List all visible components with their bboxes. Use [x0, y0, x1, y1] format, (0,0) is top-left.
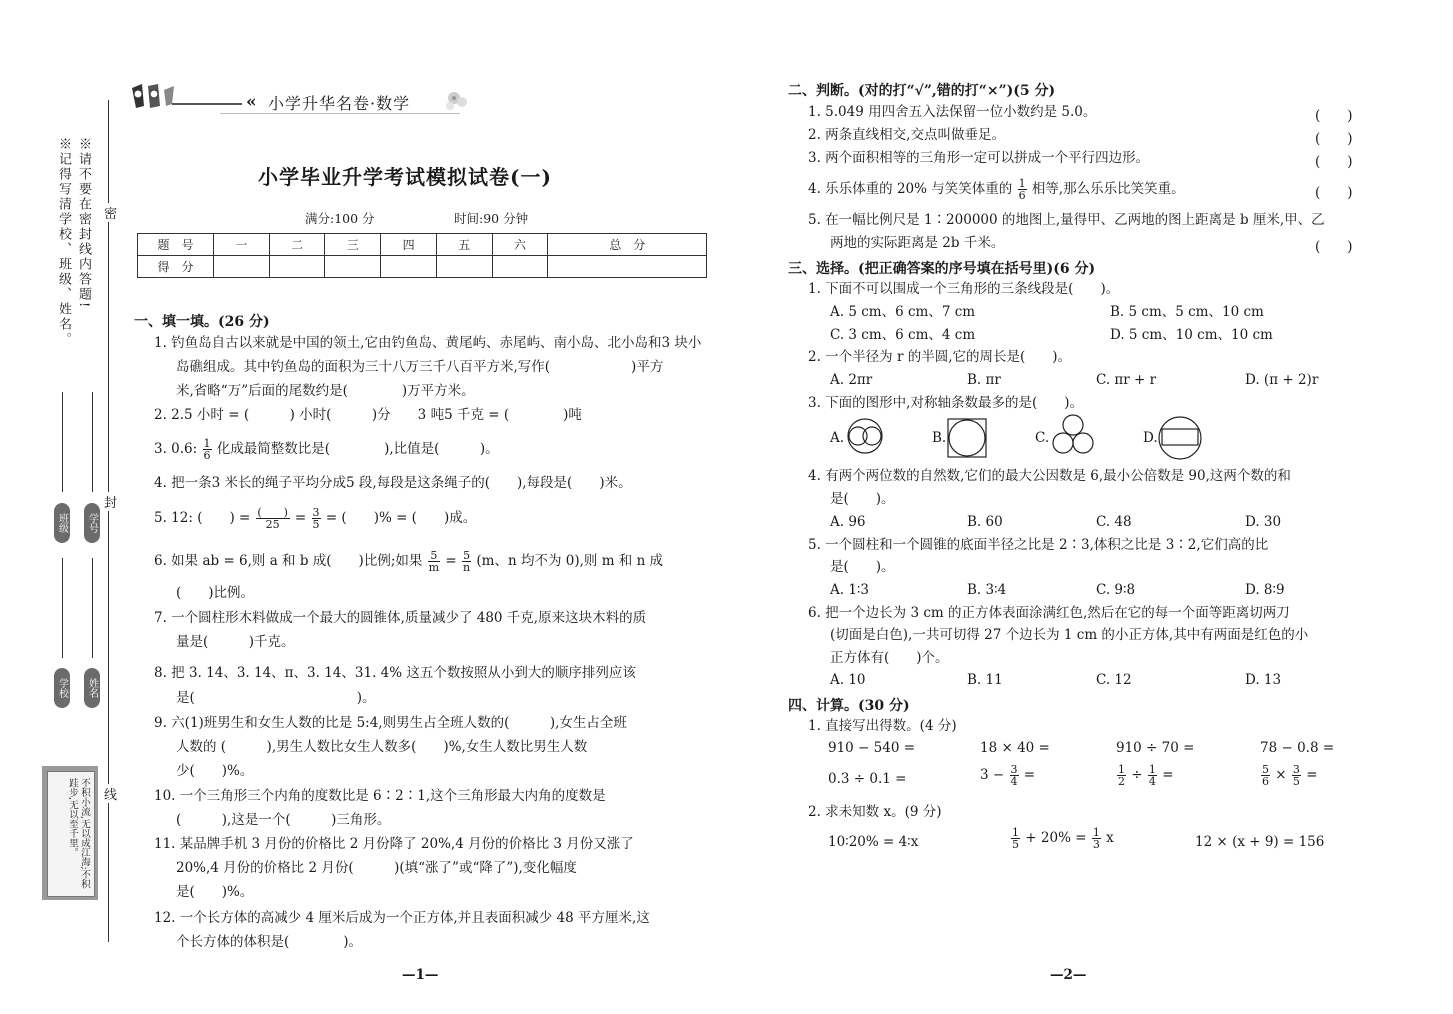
q11-line: 11. 某品牌手机 3 月份的价格比 2 月份降了 20%,4 月份的价格比 3 月份又涨了: [154, 836, 634, 852]
choice-q6-line3: 正方体有( )个。: [830, 650, 949, 666]
score-input[interactable]: [325, 256, 381, 278]
calc-item-frac-b: 3 − $\frac{3}{4}$ =: [980, 763, 1036, 788]
sidebar-note-2: ※记得写清学校、班级、姓名。: [56, 137, 71, 347]
choice-q4-opt-d[interactable]: D. 30: [1245, 514, 1282, 530]
choice-q5: 5. 一个圆柱和一个圆锥的底面半径之比是 2∶3,体积之比是 3∶2,它们高的比: [808, 537, 1269, 553]
q7-line: 量是( )千克。: [176, 634, 295, 650]
choice-q1-opt-d[interactable]: D. 5 cm、10 cm、10 cm: [1110, 327, 1273, 343]
page-number-2: —2—: [1050, 967, 1087, 983]
choice-q2-opt-d[interactable]: D. (π + 2)r: [1245, 372, 1319, 388]
seal-char-feng: 封: [104, 492, 117, 511]
score-header-cell: 二: [269, 234, 325, 256]
judge-item-5-line2: 两地的实际距离是 2b 千米。: [830, 235, 1005, 251]
q7-line: 7. 一个圆柱形木料做成一个最大的圆锥体,质量减少了 480 千克,原来这块木料的质: [154, 610, 647, 626]
choice-q6-opt-c[interactable]: C. 12: [1096, 672, 1132, 688]
judge-bracket-3[interactable]: ( ): [1315, 154, 1353, 170]
field-line-number: [92, 392, 93, 492]
two-circles-figure-icon: [843, 418, 887, 454]
q5-line: 5. 12: ( ) = $\frac{( )}{25}$ = $\frac{3}{5}$ = ( )% = ( )成。: [154, 506, 477, 531]
three-circles-figure-icon: [1050, 413, 1096, 457]
score-header-cell: 总 分: [548, 234, 707, 256]
full-score: 满分:100 分: [305, 211, 375, 226]
q3-text-a: 3. 0.6:: [154, 441, 198, 457]
calc-item-frac-d: $\frac{5}{6}$ × $\frac{3}{5}$ =: [1262, 763, 1318, 788]
judge-item-2: 2. 两条直线相交,交点叫做垂足。: [808, 127, 1005, 143]
calc-item: 910 ÷ 70 =: [1116, 740, 1195, 756]
score-header-cell: 题 号: [138, 234, 214, 256]
q6-fraction-2: $\frac{5}{n}$: [463, 549, 471, 574]
choice-q1-opt-c[interactable]: C. 3 cm、6 cm、4 cm: [830, 327, 976, 343]
header-flower-icon: [440, 86, 472, 114]
calc-item: 78 − 0.8 =: [1260, 740, 1335, 756]
equation-3: 12 × (x + 9) = 156: [1195, 834, 1325, 850]
q8-line: 是( )。: [176, 690, 376, 706]
q5-fraction-2: $\frac{3}{5}$: [312, 506, 320, 531]
score-header-cell: 四: [381, 234, 437, 256]
choice-q4-line2: 是( )。: [830, 491, 895, 507]
judge-item-5: 5. 在一幅比例尺是 1∶200000 的地图上,量得甲、乙两地的图上距离是 b 厘米,甲、乙: [808, 212, 1325, 228]
q5-fraction-1: $\frac{( )}{25}$: [257, 506, 288, 531]
choice-q2-opt-a[interactable]: A. 2πr: [830, 372, 873, 388]
seal-char-xian: 线: [104, 784, 117, 803]
choice-q5-line2: 是( )。: [830, 559, 895, 575]
q10-line: 10. 一个三角形三个内角的度数比是 6∶2∶1,这个三角形最大内角的度数是: [154, 788, 606, 804]
q1-line: 岛礁组成。其中钓鱼岛的面积为三十八万三千八百平方米,写作( )平方: [176, 359, 664, 375]
choice-q2-opt-c[interactable]: C. πr + r: [1096, 372, 1157, 388]
exam-title: 小学毕业升学考试模拟试卷(一): [258, 165, 552, 189]
part1-heading: 一、填一填。(26 分): [134, 314, 270, 330]
q11-line: 是( )%。: [176, 884, 254, 900]
choice-q3: 3. 下面的图形中,对称轴条数最多的是( )。: [808, 395, 1083, 411]
choice-q5-opt-a[interactable]: A. 1∶3: [830, 582, 870, 598]
field-line-class: [62, 392, 63, 492]
calc-q1: 1. 直接写出得数。(4 分): [808, 718, 957, 734]
part4-heading: 四、计算。(30 分): [788, 698, 910, 714]
field-line-name: [92, 558, 93, 658]
motto-box: [42, 766, 98, 900]
choice-q5-opt-d[interactable]: D. 8∶9: [1245, 582, 1285, 598]
header-underline: [220, 113, 460, 114]
q8-line: 8. 把 3. 14、3. 14、π、3. 14、31. 4% 这五个数按照从小到大的顺序排列应该: [154, 665, 636, 681]
q3-fraction: $\frac{1}{6}$: [203, 437, 211, 462]
header-logo-icon: [128, 80, 176, 112]
judge-item-3: 3. 两个面积相等的三角形一定可以拼成一个平行四边形。: [808, 150, 1150, 166]
seal-char-mi: 密: [104, 203, 117, 222]
choice-q6: 6. 把一个边长为 3 cm 的正方体表面涂满红色,然后在它的每一个面等距离切两刀: [808, 605, 1290, 621]
choice-q5-opt-c[interactable]: C. 9∶8: [1096, 582, 1136, 598]
circle-in-square-figure-icon: [946, 418, 990, 458]
header-chevrons: «: [246, 92, 257, 112]
q4-line: 4. 把一条3 米长的绳子平均分成5 段,每段是这条绳子的( ),每段是( )米。: [154, 475, 632, 491]
score-header-cell: 五: [436, 234, 492, 256]
score-input[interactable]: [436, 256, 492, 278]
score-row-label: 得 分: [138, 256, 214, 278]
motto-text: 不积小流,无以成江海;不积跬步,无以至千里。: [67, 778, 90, 889]
judge4-fraction: $\frac{1}{6}$: [1018, 177, 1026, 202]
choice-q3-opt-b[interactable]: B.: [932, 430, 947, 446]
label-class: 班级: [54, 503, 70, 543]
choice-q3-opt-c[interactable]: C.: [1035, 430, 1050, 446]
equation-2: $\frac{1}{5}$ + 20% = $\frac{1}{3}$ x: [1012, 826, 1114, 851]
calc-item-frac-c: $\frac{1}{2}$ ÷ $\frac{1}{4}$ =: [1118, 763, 1174, 788]
calc-item: 18 × 40 =: [980, 740, 1050, 756]
q10-line: ( ),这是一个( )三角形。: [176, 812, 391, 828]
q12-line: 个长方体的体积是( )。: [176, 934, 363, 950]
part3-heading: 三、选择。(把正确答案的序号填在括号里)(6 分): [788, 261, 1096, 277]
score-input[interactable]: [492, 256, 548, 278]
sidebar-note-1: ※请不要在密封线内答题!: [76, 137, 91, 310]
seal-line: [108, 100, 109, 942]
choice-q1-opt-b[interactable]: B. 5 cm、5 cm、10 cm: [1110, 304, 1264, 320]
q3-text-b: 化成最简整数比是( ),比值是( )。: [216, 441, 499, 457]
choice-q6-opt-b[interactable]: B. 11: [967, 672, 1003, 688]
score-input[interactable]: [548, 256, 707, 278]
score-table: [137, 233, 707, 278]
q1-line: 米,省略“万”后面的尾数约是( )万平方米。: [176, 383, 475, 399]
label-school: 学校: [54, 668, 70, 708]
header-series: 小学升华名卷·数学: [268, 94, 411, 113]
choice-q3-opt-d[interactable]: D.: [1143, 430, 1158, 446]
judge-item-1: 1. 5.049 用四舍五入法保留一位小数约是 5.0。: [808, 104, 1097, 120]
calc-item: 910 − 540 =: [828, 740, 916, 756]
score-input[interactable]: [214, 256, 270, 278]
q9-line: 9. 六(1)班男生和女生人数的比是 5:4,则男生占全班人数的( ),女生占全班: [154, 715, 627, 731]
header-rule: [172, 103, 242, 105]
choice-q2: 2. 一个半径为 r 的半圆,它的周长是( )。: [808, 349, 1072, 365]
q6-line-2: ( )比例。: [176, 585, 255, 601]
label-number: 学号: [84, 503, 100, 543]
equation-1: 10∶20% = 4∶x: [828, 834, 919, 850]
calc-item: 0.3 ÷ 0.1 =: [828, 771, 907, 787]
judge-bracket-5[interactable]: ( ): [1315, 239, 1353, 255]
choice-q3-opt-a[interactable]: A.: [830, 430, 845, 446]
exam-time: 时间:90 分钟: [454, 211, 529, 226]
q11-line: 20%,4 月份的价格比 2 月份( )(填“涨了”或“降了”),变化幅度: [176, 860, 577, 876]
q6-fraction-1: $\frac{5}{m}$: [428, 549, 440, 574]
q9-line: 人数的 ( ),男生人数比女生人数多( )%,女生人数比男生人数: [176, 739, 588, 755]
choice-q4-opt-b[interactable]: B. 60: [967, 514, 1003, 530]
score-header-cell: 三: [325, 234, 381, 256]
score-header-cell: 一: [214, 234, 270, 256]
choice-q2-opt-b[interactable]: B. πr: [967, 372, 1001, 388]
label-name: 姓名: [84, 668, 100, 708]
choice-q6-line2: (切面是白色),一共可切得 27 个边长为 1 cm 的小正方体,其中有两面是红色的小: [830, 627, 1309, 643]
score-input[interactable]: [381, 256, 437, 278]
score-input[interactable]: [269, 256, 325, 278]
calc-q2: 2. 求未知数 x。(9 分): [808, 804, 942, 820]
score-header-cell: 六: [492, 234, 548, 256]
page-number-1: —1—: [402, 967, 439, 983]
q2-line: 2. 2.5 小时 = ( ) 小时( )分 3 吨5 千克 = ( )吨: [154, 407, 582, 423]
field-line-school: [62, 558, 63, 658]
judge-bracket-4[interactable]: ( ): [1315, 185, 1353, 201]
choice-q4: 4. 有两个两位数的自然数,它们的最大公因数是 6,最小公倍数是 90,这两个数的和: [808, 468, 1291, 484]
judge-bracket-1[interactable]: ( ): [1315, 108, 1353, 124]
choice-q5-opt-b[interactable]: B. 3∶4: [967, 582, 1007, 598]
rect-in-circle-figure-icon: [1156, 416, 1204, 460]
choice-q6-opt-a[interactable]: A. 10: [830, 672, 866, 688]
q3-line: [154, 438, 499, 461]
judge-bracket-2[interactable]: ( ): [1315, 131, 1353, 147]
q9-line: 少( )%。: [176, 763, 254, 779]
judge-item-4: 4. 乐乐体重的 20% 与笑笑体重的 $\frac{1}{6}$ 相等,那么乐乐比笑笑重。: [808, 177, 1185, 202]
q12-line: 12. 一个长方体的高减少 4 厘米后成为一个正方体,并且表面积减少 48 平方厘米,这: [154, 910, 650, 926]
part2-heading: 二、判断。(对的打“√”,错的打“×”)(5 分): [788, 83, 1056, 99]
choice-q4-opt-a[interactable]: A. 96: [830, 514, 866, 530]
q1-line: 1. 钓鱼岛自古以来就是中国的领土,它由钓鱼岛、黄尾屿、赤尾屿、南小岛、北小岛和3 块小: [154, 335, 702, 351]
choice-q1: 1. 下面不可以围成一个三角形的三条线段是( )。: [808, 281, 1120, 297]
choice-q1-opt-a[interactable]: A. 5 cm、6 cm、7 cm: [830, 304, 976, 320]
q6-line: 6. 如果 ab = 6,则 a 和 b 成( )比例;如果 $\frac{5}{m}$ = $\frac{5}{n}$ (m、n 均不为 0),则 m 和 n 成: [154, 549, 664, 574]
choice-q6-opt-d[interactable]: D. 13: [1245, 672, 1282, 688]
choice-q4-opt-c[interactable]: C. 48: [1096, 514, 1132, 530]
